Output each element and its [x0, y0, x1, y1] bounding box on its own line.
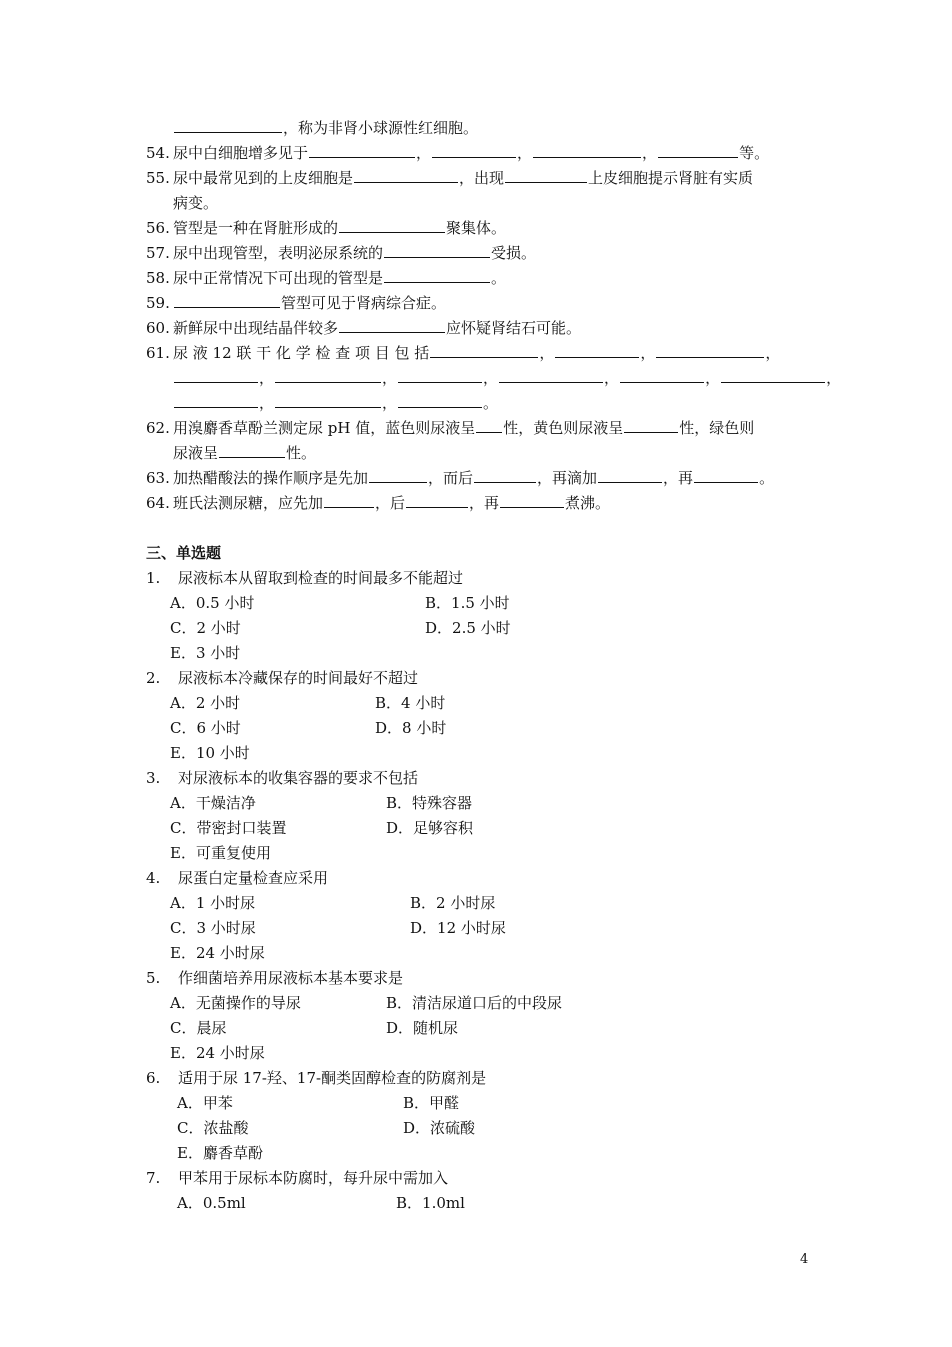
- question-text: 尿中出现管型，表明泌尿系统的: [173, 244, 384, 262]
- question-text: 等。: [739, 144, 770, 162]
- question-number: 1.: [146, 569, 161, 587]
- mcq-question-3: [146, 766, 418, 791]
- option-e: E．10 小时: [170, 744, 250, 762]
- question-64: [146, 491, 810, 516]
- option-a: A．甲苯: [177, 1094, 233, 1112]
- question-text: 新鲜尿中出现结晶伴较多: [173, 319, 339, 337]
- option-e: E．24 小时尿: [170, 944, 265, 962]
- question-number: 54.: [146, 144, 170, 162]
- question-text: ，再滴加: [537, 469, 598, 487]
- answer-blank: [694, 467, 758, 483]
- separator: ，: [382, 394, 398, 412]
- question-text: 用溴麝香草酚兰测定尿 pH 值，蓝色则尿液呈: [173, 419, 476, 437]
- option-d: D．8 小时: [375, 719, 447, 737]
- answer-blank: [369, 467, 427, 483]
- mcq-question-2: [146, 666, 418, 691]
- option-b: B．清洁尿道口后的中段尿: [386, 994, 563, 1012]
- option-c: C．带密封口装置: [170, 819, 287, 837]
- option-d: D．12 小时尿: [410, 919, 506, 937]
- separator: ，: [826, 369, 842, 387]
- option-d: D．足够容积: [386, 819, 474, 837]
- answer-blank: [430, 342, 538, 358]
- question-text: 尿中最常见到的上皮细胞是: [173, 169, 354, 187]
- separator: ，: [259, 369, 275, 387]
- question-number: 55.: [146, 169, 170, 187]
- question-57: [146, 241, 810, 266]
- answer-blank: [533, 142, 641, 158]
- question-text: 管型是一种在肾脏形成的: [173, 219, 339, 237]
- question-62: [146, 416, 810, 441]
- answer-blank: [398, 367, 482, 383]
- question-text: 作细菌培养用尿液标本基本要求是: [178, 969, 404, 987]
- answer-blank: [499, 367, 603, 383]
- question-text: 尿液标本冷藏保存的时间最好不超过: [178, 669, 419, 687]
- question-text: 尿中白细胞增多见于: [173, 144, 309, 162]
- answer-blank: [339, 217, 445, 233]
- question-text: 尿蛋白定量检查应采用: [178, 869, 329, 887]
- question-text: 对尿液标本的收集容器的要求不包括: [178, 769, 419, 787]
- answer-blank: [555, 342, 639, 358]
- answer-blank: [174, 292, 280, 308]
- separator: ，: [642, 144, 658, 162]
- question-number: 62.: [146, 419, 170, 437]
- question-number: 7.: [146, 1169, 161, 1187]
- answer-blank: [354, 167, 458, 183]
- question-text: 甲苯用于尿标本防腐时，每升尿中需加入: [178, 1169, 449, 1187]
- option-d: D．2.5 小时: [425, 619, 511, 637]
- separator: ，: [539, 344, 555, 362]
- answer-blank: [174, 392, 258, 408]
- question-62-cont: [173, 441, 316, 466]
- separator: ，: [416, 144, 432, 162]
- question-number: 58.: [146, 269, 170, 287]
- answer-blank: [598, 467, 662, 483]
- answer-blank: [309, 142, 415, 158]
- answer-blank: [620, 367, 704, 383]
- question-text: 煮沸。: [565, 494, 611, 512]
- question-61-cont-2: [173, 391, 498, 416]
- question-text: 应怀疑肾结石可能。: [446, 319, 582, 337]
- option-b: B．2 小时尿: [410, 894, 496, 912]
- answer-blank: [384, 267, 490, 283]
- answer-blank: [174, 117, 282, 133]
- question-number: 60.: [146, 319, 170, 337]
- question-number: 4.: [146, 869, 161, 887]
- separator: ，: [765, 344, 781, 362]
- option-c: C．2 小时: [170, 619, 241, 637]
- option-c: C．晨尿: [170, 1019, 227, 1037]
- answer-blank: [324, 492, 374, 508]
- question-text: 病变。: [173, 194, 219, 212]
- option-a: A．0.5 小时: [170, 594, 255, 612]
- question-number: 61.: [146, 344, 170, 362]
- question-text: ，再: [469, 494, 500, 512]
- option-a: A．2 小时: [170, 694, 241, 712]
- answer-blank: [174, 367, 258, 383]
- option-a: A．0.5ml: [177, 1194, 246, 1212]
- answer-blank: [500, 492, 564, 508]
- separator: ，: [483, 369, 499, 387]
- option-d: D．随机尿: [386, 1019, 459, 1037]
- page-number: 4: [800, 1252, 809, 1267]
- question-number: 57.: [146, 244, 170, 262]
- answer-blank: [474, 467, 536, 483]
- question-63: [146, 466, 810, 491]
- separator: ，: [517, 144, 533, 162]
- question-61: [146, 341, 810, 366]
- separator: ，: [604, 369, 620, 387]
- question-text: 性。: [286, 444, 317, 462]
- option-b: B．甲醛: [403, 1094, 460, 1112]
- answer-blank: [275, 392, 381, 408]
- question-text: ，后: [375, 494, 406, 512]
- question-54: [146, 141, 810, 166]
- question-text: 适用于尿 17-羟、17-酮类固醇检查的防腐剂是: [178, 1069, 487, 1087]
- question-text: 加热醋酸法的操作顺序是先加: [173, 469, 369, 487]
- answer-blank: [275, 367, 381, 383]
- option-e: E．24 小时尿: [170, 1044, 265, 1062]
- question-text: ，再: [663, 469, 694, 487]
- option-e: E．麝香草酚: [177, 1144, 263, 1162]
- option-c: C．3 小时尿: [170, 919, 256, 937]
- mcq-question-1: [146, 566, 463, 591]
- answer-blank: [721, 367, 825, 383]
- mcq-question-7: [146, 1166, 448, 1191]
- question-number: 6.: [146, 1069, 161, 1087]
- question-number: 2.: [146, 669, 161, 687]
- separator: ，: [640, 344, 656, 362]
- answer-blank: [505, 167, 587, 183]
- question-number: 5.: [146, 969, 161, 987]
- question-text: 尿液标本从留取到检查的时间最多不能超过: [178, 569, 464, 587]
- question-text: 班氏法测尿糖，应先加: [173, 494, 324, 512]
- answer-blank: [398, 392, 482, 408]
- option-e: E．3 小时: [170, 644, 241, 662]
- answer-blank: [656, 342, 764, 358]
- question-number: 64.: [146, 494, 170, 512]
- question-text: ，而后: [428, 469, 474, 487]
- separator: 。: [483, 394, 499, 412]
- option-c: C．6 小时: [170, 719, 241, 737]
- mcq-question-6: [146, 1066, 486, 1091]
- option-a: A．干燥洁净: [170, 794, 256, 812]
- answer-blank: [432, 142, 516, 158]
- question-text: 尿中正常情况下可出现的管型是: [173, 269, 384, 287]
- answer-blank: [476, 417, 502, 433]
- question-text: 受损。: [491, 244, 537, 262]
- answer-blank: [406, 492, 468, 508]
- question-55: [146, 166, 810, 191]
- option-b: B．1.5 小时: [425, 594, 510, 612]
- question-55-cont: [173, 191, 218, 216]
- question-61-cont-1: [173, 366, 841, 391]
- question-text: 。: [491, 269, 507, 287]
- question-text: ，出现: [459, 169, 505, 187]
- option-d: D．浓硫酸: [403, 1119, 476, 1137]
- question-text: 尿 液 12 联 干 化 学 检 查 项 目 包 括: [173, 344, 430, 362]
- mcq-question-5: [146, 966, 403, 991]
- question-number: 63.: [146, 469, 170, 487]
- q53-continuation: [173, 116, 478, 141]
- separator: ，: [705, 369, 721, 387]
- separator: ，: [259, 394, 275, 412]
- option-b: B．1.0ml: [396, 1194, 465, 1212]
- question-58: [146, 266, 810, 291]
- option-a: A．1 小时尿: [170, 894, 256, 912]
- question-text: 上皮细胞提示肾脏有实质: [588, 169, 754, 187]
- answer-blank: [624, 417, 678, 433]
- separator: ，: [382, 369, 398, 387]
- question-number: 59.: [146, 294, 170, 312]
- question-text: 性，绿色则: [679, 419, 755, 437]
- answer-blank: [658, 142, 738, 158]
- option-e: E．可重复使用: [170, 844, 271, 862]
- question-number: 3.: [146, 769, 161, 787]
- question-text: 。: [759, 469, 775, 487]
- answer-blank: [339, 317, 445, 333]
- answer-blank: [384, 242, 490, 258]
- q53-text: ，称为非肾小球源性红细胞。: [283, 119, 479, 137]
- option-a: A．无菌操作的导尿: [170, 994, 301, 1012]
- answer-blank: [219, 442, 285, 458]
- question-60: [146, 316, 810, 341]
- section-title: 三、单选题: [146, 544, 222, 562]
- question-text: 聚集体。: [446, 219, 507, 237]
- option-b: B．特殊容器: [386, 794, 473, 812]
- question-56: [146, 216, 810, 241]
- question-text: 尿液呈: [173, 444, 219, 462]
- question-text: 管型可见于肾病综合症。: [281, 294, 447, 312]
- question-number: 56.: [146, 219, 170, 237]
- question-59: [146, 291, 810, 316]
- option-b: B．4 小时: [375, 694, 446, 712]
- question-text: 性，黄色则尿液呈: [503, 419, 624, 437]
- option-c: C．浓盐酸: [177, 1119, 249, 1137]
- mcq-question-4: [146, 866, 328, 891]
